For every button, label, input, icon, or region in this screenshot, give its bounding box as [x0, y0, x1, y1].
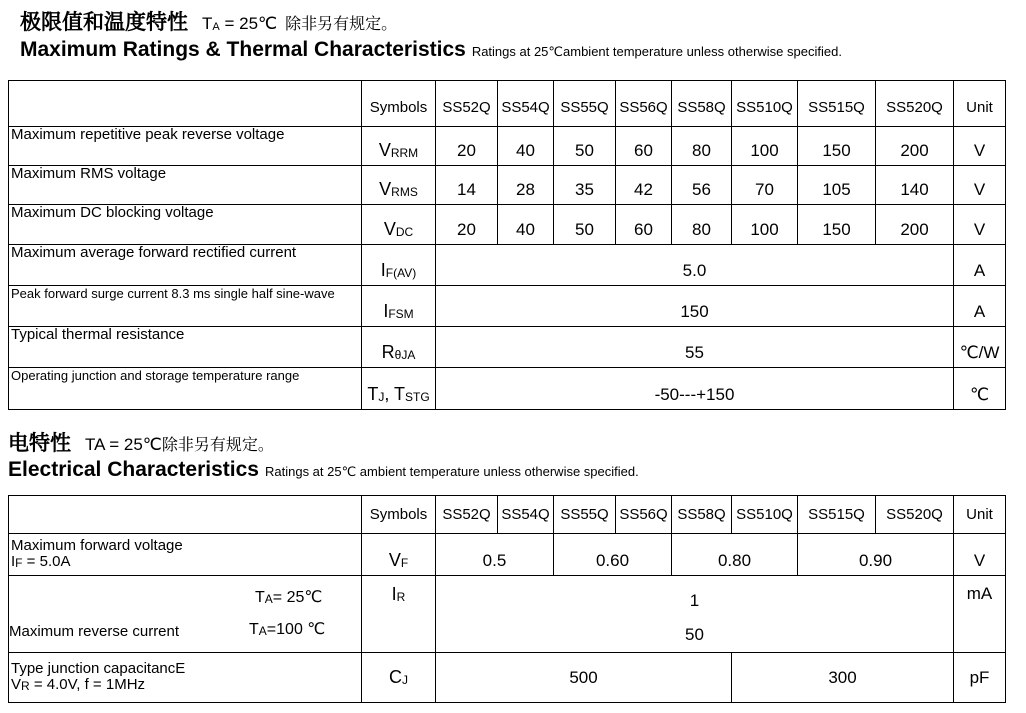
part-header: SS55Q: [554, 81, 616, 127]
part-header: SS58Q: [672, 496, 732, 534]
value-cell: 5.0: [436, 245, 954, 286]
table-header-row: [9, 496, 1006, 534]
ir-condition-25: $T_A=$ 25℃: [255, 589, 323, 606]
param-label: Maximum repetitive peak reverse voltage: [9, 127, 362, 166]
thermal-note-cn: 除非另有规定。: [285, 14, 398, 33]
param-label: Maximum DC blocking voltage: [9, 205, 362, 245]
value-cell: 100: [732, 127, 798, 166]
param-label: Maximum forward voltage $I_F = 5.0A$: [9, 534, 362, 576]
part-header: SS55Q: [554, 496, 616, 534]
value-cell: 0.80: [672, 534, 798, 576]
part-header: SS56Q: [616, 496, 672, 534]
electrical-ta-condition: TA = 25℃: [85, 435, 162, 454]
value-cell: 500: [436, 653, 732, 703]
thermal-title-en: Maximum Ratings & Thermal Characteristics: [20, 38, 466, 61]
symbol-cell: $V_{RRM}$: [362, 127, 436, 166]
thermal-ta-condition: $T_A$ = 25℃: [202, 14, 278, 33]
unit-cell: V: [954, 534, 1006, 576]
value-cell: 150: [798, 127, 876, 166]
ir-condition-100: $T_A=100$ ℃: [249, 621, 326, 638]
value-cell: 42: [616, 166, 672, 205]
header-blank-cell: [9, 81, 362, 127]
value-cell: 28: [498, 166, 554, 205]
table-row: [9, 534, 1006, 576]
part-header: SS515Q: [798, 496, 876, 534]
symbol-cell: $I_{FSM}$: [362, 286, 436, 327]
value-cell: 55: [436, 327, 954, 368]
value-cell: 20: [436, 205, 498, 245]
ir-param-name: Maximum reverse current: [9, 623, 180, 640]
value-cell: 70: [732, 166, 798, 205]
value-cell: 56: [672, 166, 732, 205]
symbol-cell: $T_J$, $T_{STG}$: [362, 368, 436, 410]
table-row: [9, 327, 1006, 368]
symbol-cell: $C_J$: [362, 653, 436, 703]
symbols-header: Symbols: [362, 496, 436, 534]
value-cell: 50: [554, 127, 616, 166]
part-header: SS56Q: [616, 81, 672, 127]
value-cell: 80: [672, 205, 732, 245]
value-cell: 80: [672, 127, 732, 166]
part-header: SS52Q: [436, 496, 498, 534]
max-ratings-table: [8, 80, 1006, 410]
part-header: SS52Q: [436, 81, 498, 127]
electrical-note-en: Ratings at 25℃ ambient temperature unless otherwise specified.: [264, 464, 639, 479]
value-cell: 150: [436, 286, 954, 327]
symbol-cell: $V_{RMS}$: [362, 166, 436, 205]
value-cell: 300: [732, 653, 954, 703]
electrical-title-cn: 电特性: [8, 431, 71, 455]
table-row: [9, 166, 1006, 205]
unit-cell: mA: [954, 576, 1006, 653]
value-cell: 140: [876, 166, 954, 205]
table-header-row: [9, 81, 1006, 127]
value-cell: 0.60: [554, 534, 672, 576]
symbol-cell: $I_{F(AV)}$: [362, 245, 436, 286]
param-label: Type junction capacitancE $V_R = 4.0V$, f = 1MHz: [9, 653, 362, 703]
value-cell: 200: [876, 127, 954, 166]
table-row: [9, 127, 1006, 166]
value-cell: 40: [498, 127, 554, 166]
header-blank-cell: [9, 496, 362, 534]
table-row: [9, 205, 1006, 245]
part-header: SS520Q: [876, 81, 954, 127]
unit-cell: V: [954, 205, 1006, 245]
value-cell: 200: [876, 205, 954, 245]
value-cell: 0.5: [436, 534, 554, 576]
part-header: SS54Q: [498, 496, 554, 534]
param-label: Typical thermal resistance: [9, 327, 362, 368]
value-cell: 105: [798, 166, 876, 205]
value-cell: -50---+150: [436, 368, 954, 410]
unit-cell: V: [954, 127, 1006, 166]
value-cell: 40: [498, 205, 554, 245]
unit-cell: pF: [954, 653, 1006, 703]
unit-cell: A: [954, 245, 1006, 286]
thermal-note-en: Ratings at 25℃ambient temperature unless otherwise specified.: [471, 44, 842, 59]
part-header: SS510Q: [732, 81, 798, 127]
value-cell: 20: [436, 127, 498, 166]
table-row: [9, 576, 1006, 653]
symbol-cell: $I_R$: [362, 576, 436, 653]
thermal-title-cn: 极限值和温度特性: [20, 10, 188, 34]
param-label: Operating junction and storage temperature range: [9, 368, 362, 410]
unit-cell: V: [954, 166, 1006, 205]
part-header: SS510Q: [732, 496, 798, 534]
electrical-section-title-en: [8, 458, 639, 482]
thermal-section-title-en: [20, 38, 842, 62]
value-cell: [436, 576, 954, 653]
electrical-table: [8, 495, 1006, 703]
value-cell: 60: [616, 127, 672, 166]
electrical-note-cn: 除非另有规定。: [161, 435, 274, 454]
param-label: Maximum average forward rectified current: [9, 245, 362, 286]
value-cell: 14: [436, 166, 498, 205]
param-label: Peak forward surge current 8.3 ms single half sine-wave: [9, 286, 362, 327]
part-header: SS520Q: [876, 496, 954, 534]
symbols-header: Symbols: [362, 81, 436, 127]
symbol-cell: $R_{\theta JA}$: [362, 327, 436, 368]
unit-header: Unit: [954, 496, 1006, 534]
table-row: [9, 368, 1006, 410]
value-cell: 50: [554, 205, 616, 245]
value-cell: 0.90: [798, 534, 954, 576]
ir-value-25: 1: [689, 591, 700, 610]
table-row: [9, 286, 1006, 327]
unit-cell: ℃/W: [954, 327, 1006, 368]
part-header: SS54Q: [498, 81, 554, 127]
table-row: [9, 653, 1006, 703]
thermal-section-title: [20, 6, 397, 36]
part-header: SS58Q: [672, 81, 732, 127]
unit-cell: ℃: [954, 368, 1006, 410]
param-label: [9, 576, 362, 653]
unit-header: Unit: [954, 81, 1006, 127]
value-cell: 35: [554, 166, 616, 205]
value-cell: 60: [616, 205, 672, 245]
ir-value-100: 50: [685, 625, 704, 644]
table-row: [9, 245, 1006, 286]
symbol-cell: $V_{DC}$: [362, 205, 436, 245]
unit-cell: A: [954, 286, 1006, 327]
value-cell: 150: [798, 205, 876, 245]
part-header: SS515Q: [798, 81, 876, 127]
electrical-title-en: Electrical Characteristics: [8, 458, 259, 481]
param-label: Maximum RMS voltage: [9, 166, 362, 205]
electrical-section-title: [8, 427, 274, 457]
value-cell: 100: [732, 205, 798, 245]
symbol-cell: $V_F$: [362, 534, 436, 576]
